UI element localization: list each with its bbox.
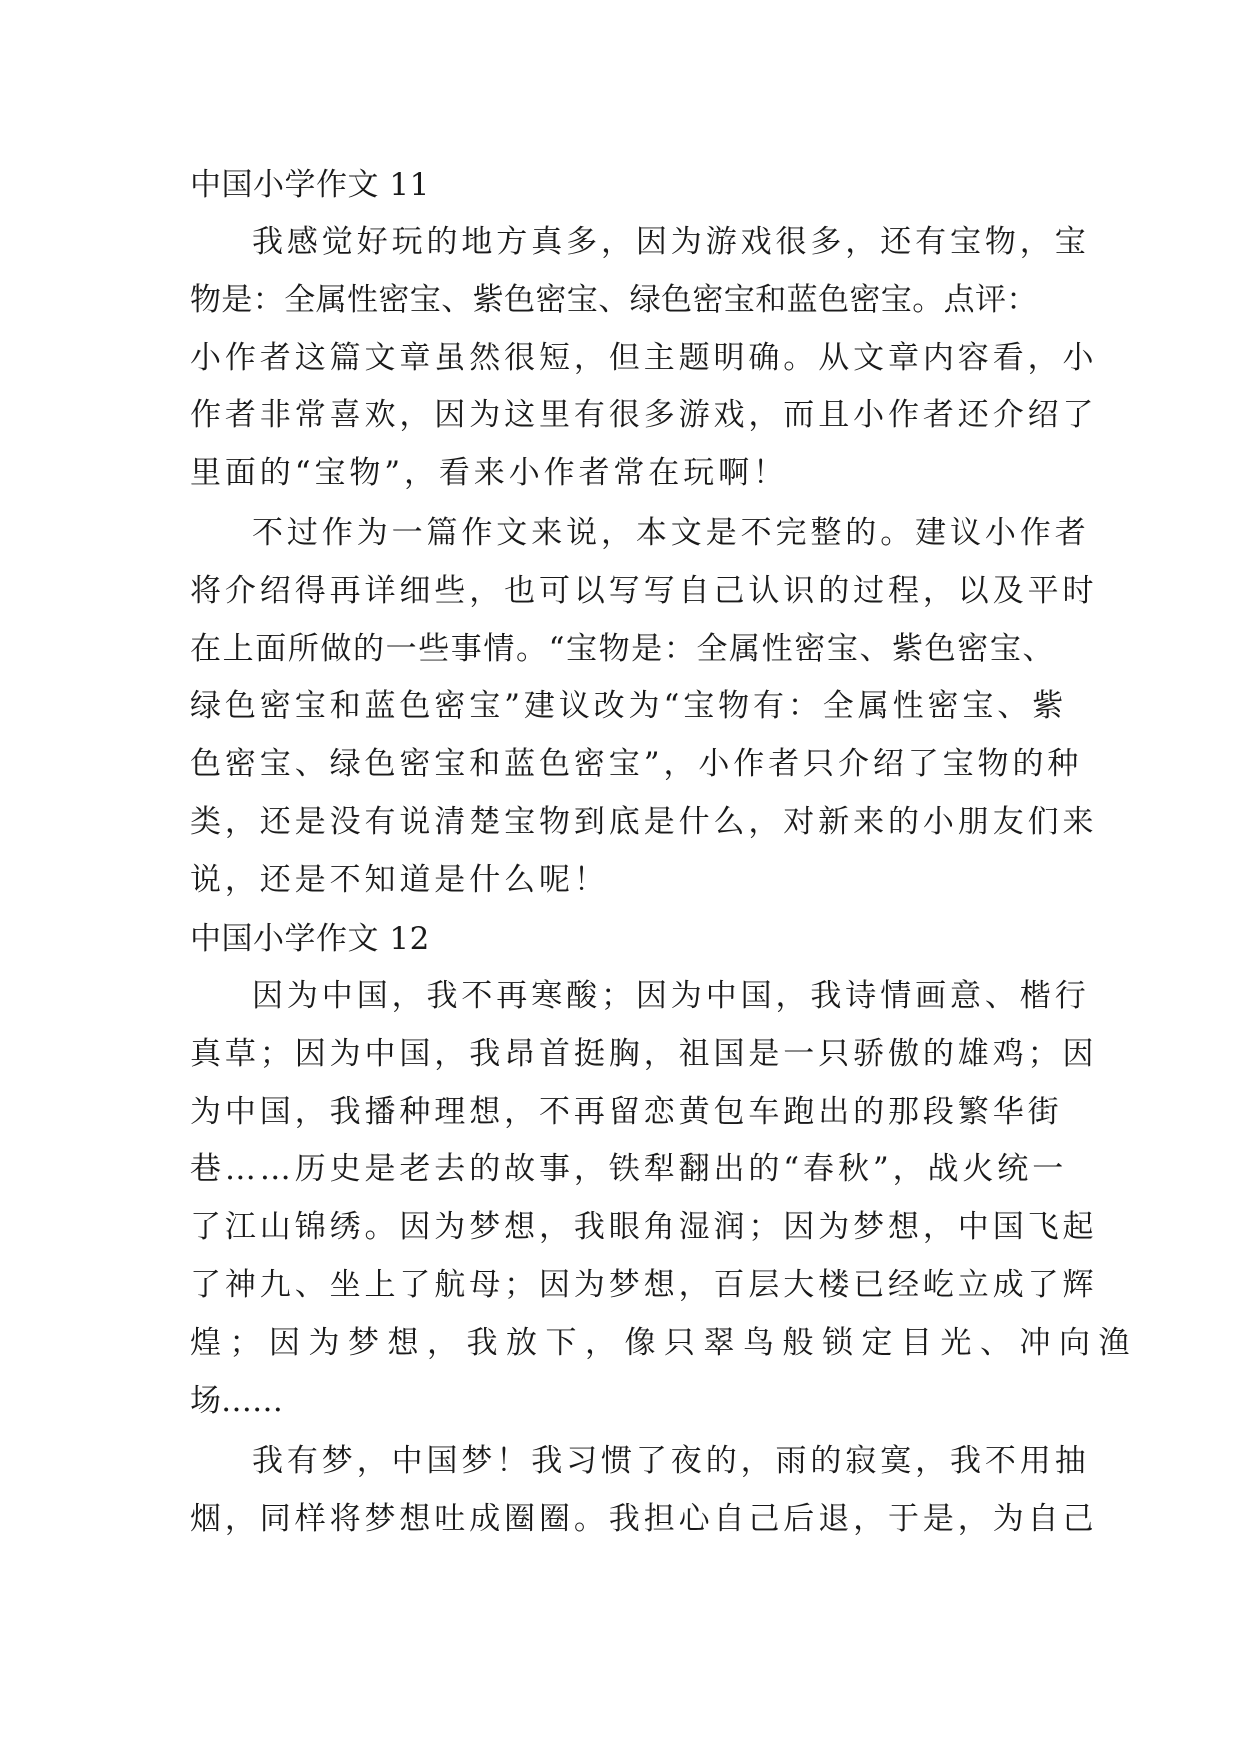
paragraph-line: 煌；因为梦想，我放下，像只翠鸟般锁定目光、冲向渔 — [190, 1324, 1138, 1361]
section-title: 中国小学作文 12 — [190, 921, 430, 957]
paragraph-line: 在上面所做的一些事情。“宝物是：全属性密宝、紫色密宝、 — [190, 630, 1056, 667]
paragraph — [190, 505, 1098, 910]
paragraph — [190, 968, 1138, 1430]
paragraph-line: 说，还是不知道是什么呢！ — [190, 861, 609, 898]
paragraph-line: 里面的“宝物”，看来小作者常在玩啊！ — [190, 455, 788, 492]
paragraph-line: 烟，同样将梦想吐成圈圈。我担心自己后退，于是，为自己 — [190, 1500, 1098, 1537]
paragraph-line: 将介绍得再详细些，也可以写写自己认识的过程，以及平时 — [190, 572, 1098, 609]
paragraph-line: 我有梦，中国梦！我习惯了夜的，雨的寂寞，我不用抽 — [252, 1443, 1090, 1479]
paragraph-line: 场…… — [190, 1382, 283, 1419]
paragraph-line: 类，还是没有说清楚宝物到底是什么，对新来的小朋友们来 — [190, 803, 1098, 840]
paragraph-line: 因为中国，我不再寒酸；因为中国，我诗情画意、楷行 — [252, 978, 1090, 1014]
paragraph-line: 绿色密宝和蓝色密宝”建议改为“宝物有：全属性密宝、紫 — [190, 688, 1068, 725]
paragraph-line: 我感觉好玩的地方真多，因为游戏很多，还有宝物，宝 — [252, 224, 1090, 260]
section-title: 中国小学作文 11 — [190, 167, 430, 203]
paragraph-line: 巷……历史是老去的故事，铁犁翻出的“春秋”，战火统一 — [190, 1151, 1068, 1188]
paragraph-line: 不过作为一篇作文来说，本文是不完整的。建议小作者 — [252, 515, 1090, 551]
paragraph — [190, 1433, 1098, 1549]
paragraph-line: 了神九、坐上了航母；因为梦想，百层大楼已经屹立成了辉 — [190, 1266, 1098, 1303]
paragraph-line: 为中国，我播种理想，不再留恋黄包车跑出的那段繁华街 — [190, 1093, 1063, 1130]
paragraph-line: 真草；因为中国，我昂首挺胸，祖国是一只骄傲的雄鸡；因 — [190, 1035, 1098, 1072]
paragraph — [190, 214, 1098, 503]
paragraph-line: 小作者这篇文章虽然很短，但主题明确。从文章内容看，小 — [190, 339, 1098, 376]
paragraph-line: 了江山锦绣。因为梦想，我眼角湿润；因为梦想，中国飞起 — [190, 1209, 1098, 1246]
paragraph-line: 色密宝、绿色密宝和蓝色密宝”，小作者只介绍了宝物的种 — [190, 746, 1083, 783]
paragraph-line: 物是：全属性密宝、紫色密宝、绿色密宝和蓝色密宝。点评： — [190, 281, 1038, 318]
paragraph-line: 作者非常喜欢，因为这里有很多游戏，而且小作者还介绍了 — [190, 397, 1098, 434]
